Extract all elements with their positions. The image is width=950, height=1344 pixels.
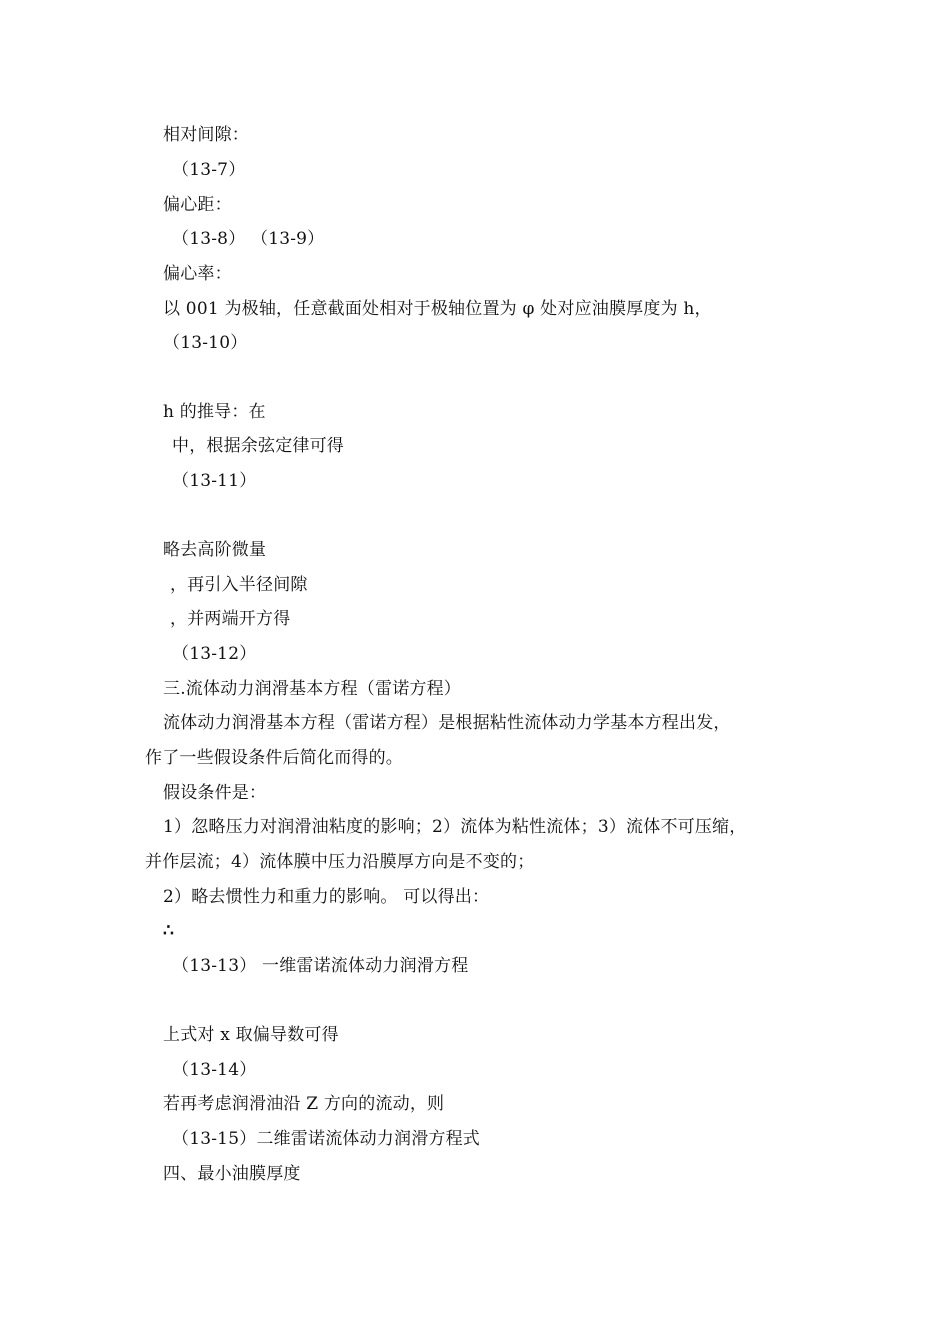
text-line-eq-13-10: （13-10） (163, 333, 248, 353)
text-line-polar-axis: 以 001 为极轴，任意截面处相对于极轴位置为 φ 处对应油膜厚度为 h， (163, 299, 712, 319)
text-line-eq-13-14: （13-14） (172, 1060, 257, 1080)
text-line-eq-13-12: （13-12） (172, 644, 257, 664)
assumption-line-3: 2）略去惯性力和重力的影响。 可以得出： (163, 887, 490, 907)
text-line-cosine-law: 中，根据余弦定律可得 (172, 436, 344, 456)
paragraph-line-2: 作了一些假设条件后简化而得的。 (145, 748, 403, 768)
text-line-eq-13-8-9: （13-8） （13-9） (172, 229, 325, 249)
text-line-eq-13-7: （13-7） (172, 160, 246, 180)
text-line-eq-13-11: （13-11） (172, 471, 257, 491)
section-heading-min-film-thickness: 四、最小油膜厚度 (163, 1164, 301, 1184)
text-line-partial-derivative: 上式对 x 取偏导数可得 (163, 1025, 339, 1045)
paragraph-line-1: 流体动力润滑基本方程（雷诺方程）是根据粘性流体动力学基本方程出发， (163, 713, 731, 733)
text-line-radial-clearance: ，再引入半径间隙 (170, 575, 308, 595)
text-line-eq-13-15: （13-15）二维雷诺流体动力润滑方程式 (172, 1129, 481, 1149)
text-line-h-derivation: h 的推导：在 (163, 402, 266, 422)
text-line-square-root: ，并两端开方得 (170, 609, 291, 629)
text-line-eccentricity-ratio: 偏心率： (163, 264, 232, 284)
text-line-relative-clearance: 相对间隙： (163, 125, 249, 145)
assumption-line-2: 并作层流；4）流体膜中压力沿膜厚方向是不变的； (145, 852, 535, 872)
assumption-line-1: 1）忽略压力对润滑油粘度的影响；2）流体为粘性流体；3）流体不可压缩， (163, 817, 747, 837)
therefore-symbol: ∴ (163, 921, 175, 941)
text-line-omit-higher-order: 略去高阶微量 (163, 540, 267, 560)
section-heading-reynolds: 三.流体动力润滑基本方程（雷诺方程） (163, 679, 462, 699)
text-line-eccentricity-distance: 偏心距： (163, 195, 232, 215)
text-line-eq-13-13: （13-13） 一维雷诺流体动力润滑方程 (172, 956, 469, 976)
text-line-z-direction: 若再考虑润滑油沿 Z 方向的流动，则 (163, 1094, 445, 1114)
text-line-assumptions: 假设条件是： (163, 783, 267, 803)
